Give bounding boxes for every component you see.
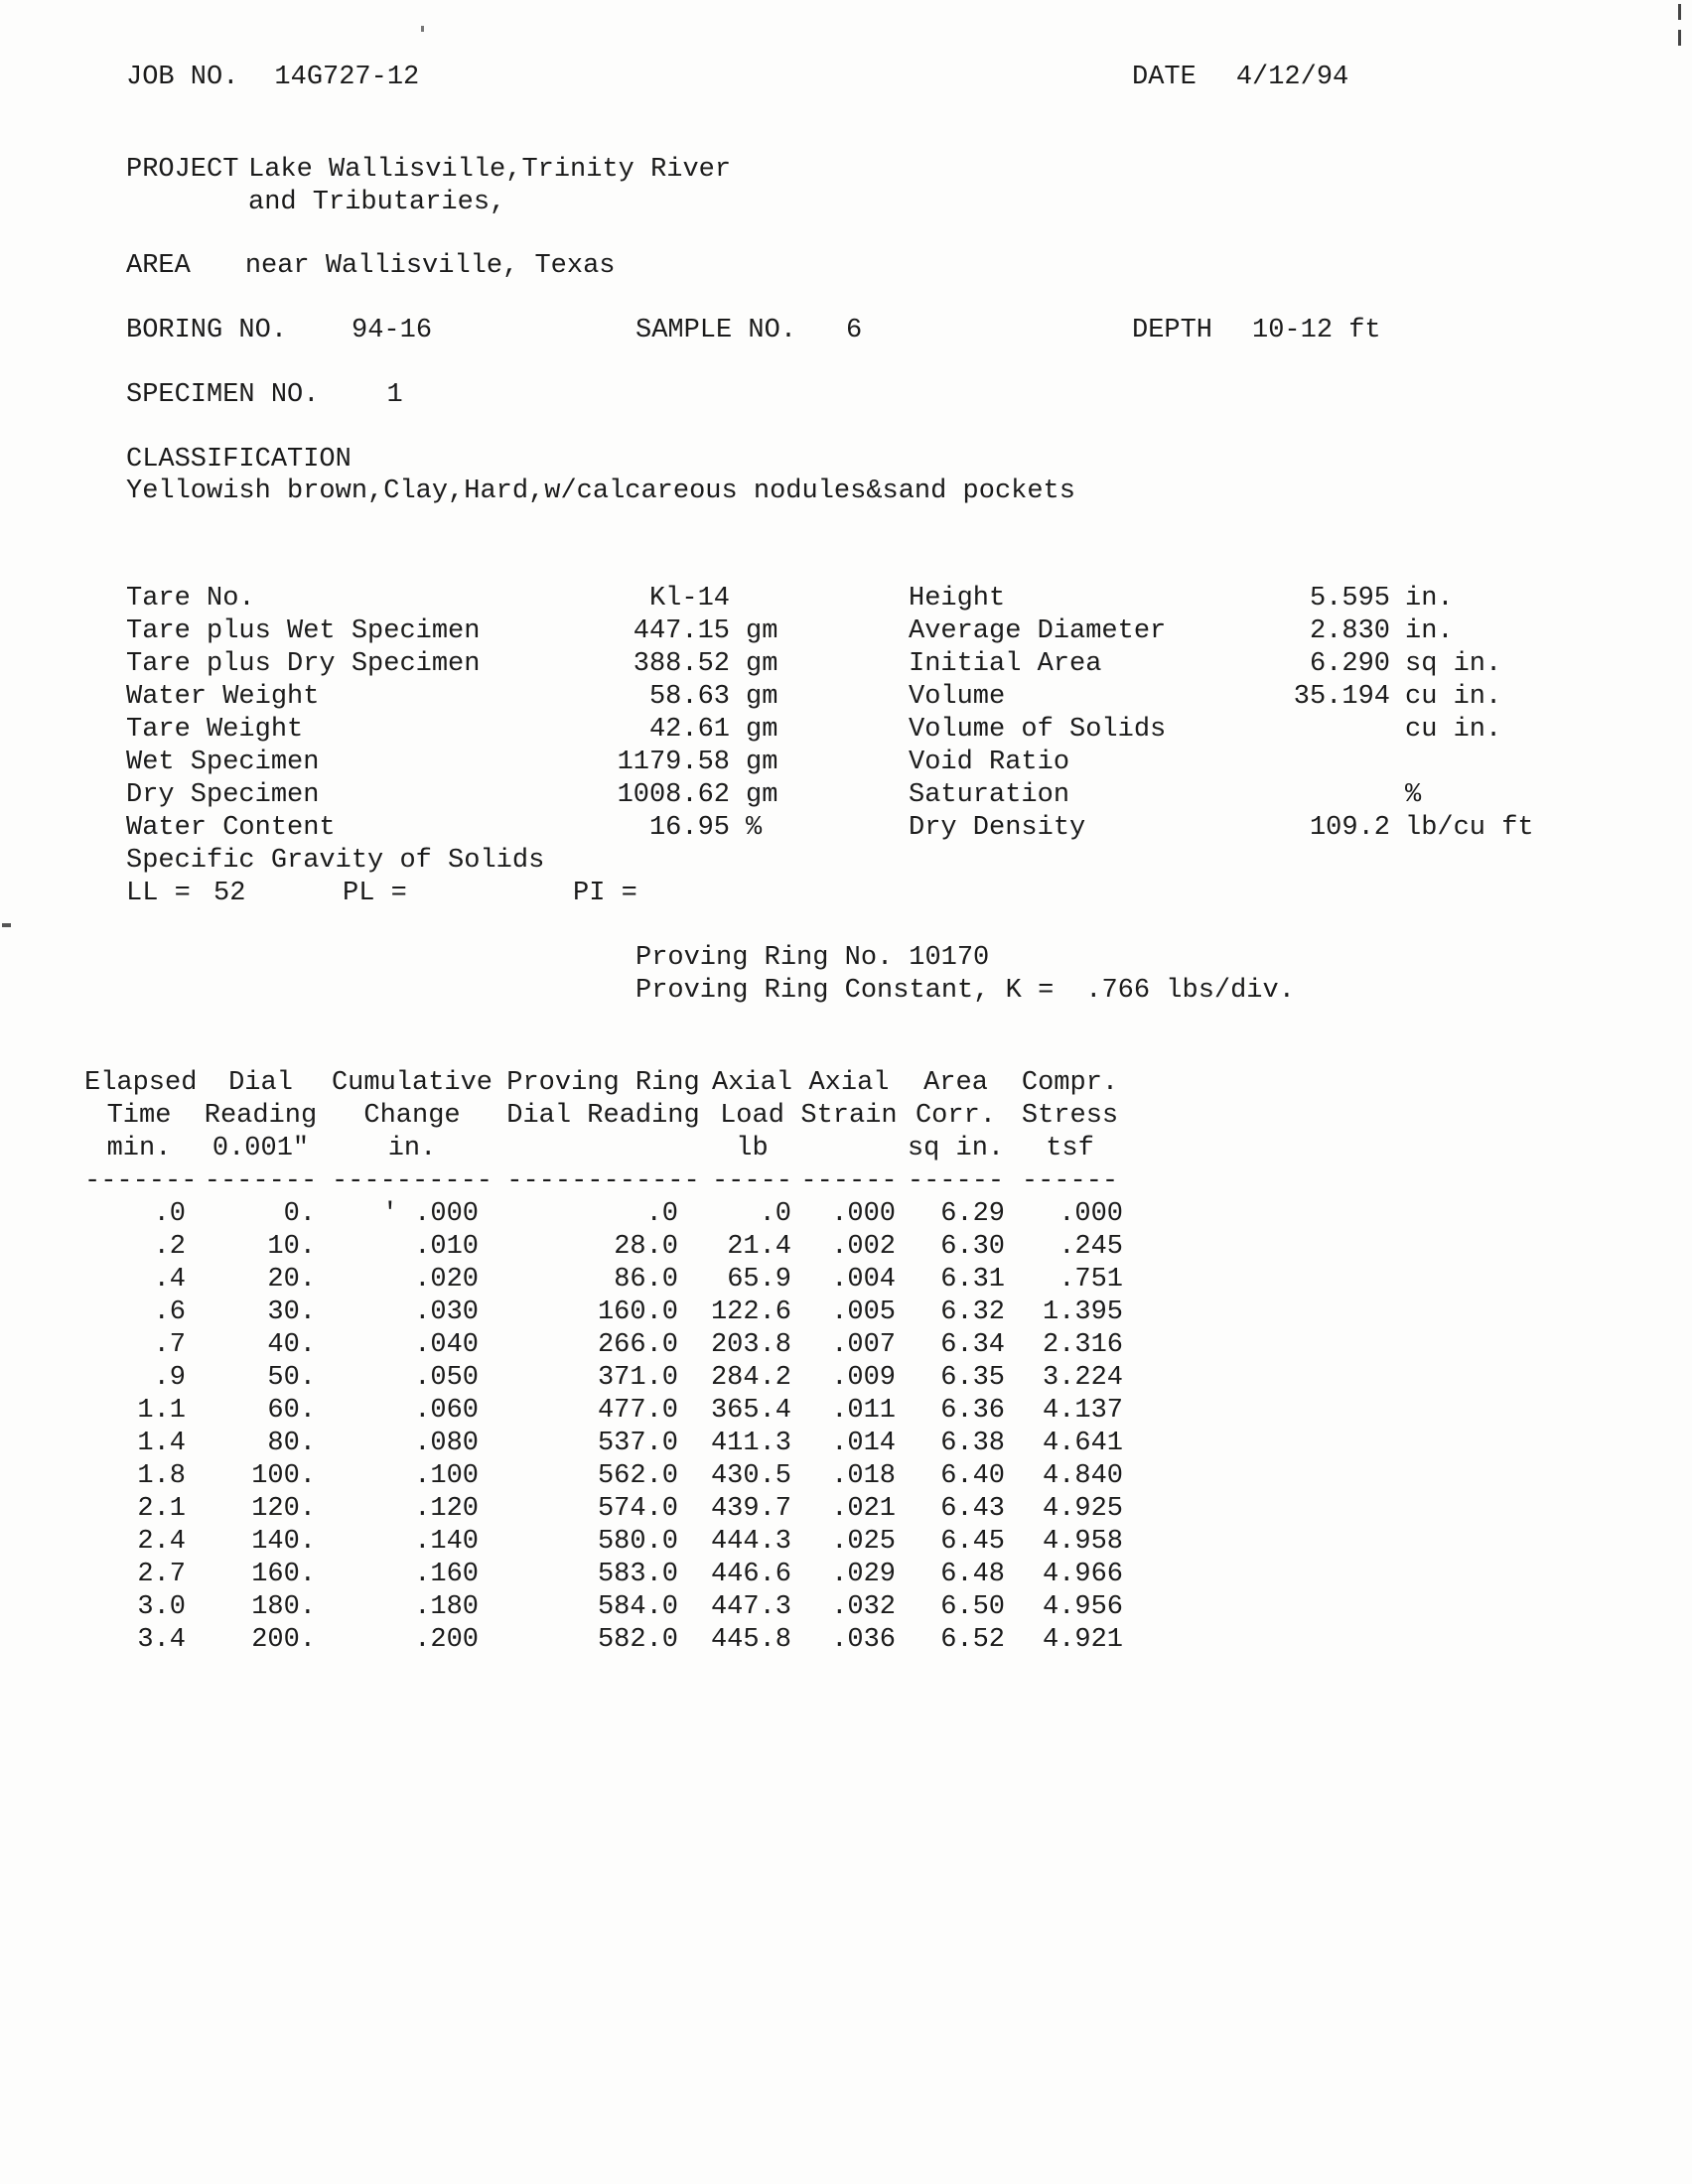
table-cell: .050	[414, 1363, 479, 1393]
measurement-row	[126, 747, 777, 779]
table-cell: .009	[831, 1363, 896, 1393]
measurement-row	[909, 583, 1534, 615]
project-line2: and Tributaries,	[248, 188, 506, 217]
measurement-label: Height	[909, 584, 1006, 614]
table-cell: 2.1	[137, 1494, 186, 1524]
table-cell: 6.36	[940, 1396, 1005, 1426]
table-row	[84, 1526, 1132, 1559]
sample-row	[635, 315, 862, 347]
table-cell: 4.958	[1042, 1527, 1123, 1557]
table-header-cell: lb	[736, 1134, 769, 1163]
measurement-value: 1179.58	[617, 748, 730, 777]
table-header-cell: sq in.	[907, 1134, 1005, 1163]
table-cell: 477.0	[597, 1396, 678, 1426]
depth-row	[1132, 315, 1381, 347]
measurement-label: Initial Area	[909, 649, 1102, 679]
test-data-table	[84, 1067, 1132, 1657]
ll-label: LL =	[126, 879, 191, 908]
measurement-value	[617, 845, 730, 878]
table-cell: 584.0	[597, 1592, 678, 1622]
table-cell: .200	[414, 1625, 479, 1655]
table-cell: 3.4	[137, 1625, 186, 1655]
table-cell: 3.224	[1042, 1363, 1123, 1393]
table-cell: 160.	[251, 1560, 316, 1589]
table-cell: .011	[831, 1396, 896, 1426]
table-cell: .100	[414, 1461, 479, 1491]
measurement-label: Average Diameter	[909, 616, 1167, 646]
table-header-dash: -----	[711, 1166, 792, 1196]
table-cell: .2	[153, 1232, 186, 1262]
table-cell: 583.0	[597, 1560, 678, 1589]
table-header-line2	[84, 1100, 1132, 1133]
table-cell: 1.8	[137, 1461, 186, 1491]
table-cell: 1.395	[1042, 1297, 1123, 1327]
table-cell: .140	[414, 1527, 479, 1557]
table-cell: 120.	[251, 1494, 316, 1524]
measurement-row	[126, 714, 777, 747]
measurement-row	[909, 812, 1534, 845]
measurement-value: 16.95	[648, 813, 730, 843]
measurement-row	[126, 845, 777, 878]
table-header-dash: -------	[84, 1166, 198, 1196]
ll-value: 52	[213, 879, 246, 908]
proving-ring-no-row	[635, 942, 989, 975]
table-cell: .018	[831, 1461, 896, 1491]
measurement-row	[126, 779, 777, 812]
proving-ring-no-label: Proving Ring No.	[635, 943, 894, 973]
table-header-cell: Dial	[228, 1068, 293, 1098]
table-cell: 6.43	[940, 1494, 1005, 1524]
table-cell: 200.	[251, 1625, 316, 1655]
table-cell: 444.3	[710, 1527, 791, 1557]
table-row	[84, 1460, 1132, 1493]
project-label-text: PROJECT	[126, 155, 239, 185]
measurement-label: Tare plus Wet Specimen	[126, 616, 481, 646]
area-value: near Wallisville, Texas	[244, 251, 616, 281]
table-cell: .036	[831, 1625, 896, 1655]
table-cell: 4.840	[1042, 1461, 1123, 1491]
table-cell: 140.	[251, 1527, 316, 1557]
table-header-cell: Proving Ring	[506, 1068, 700, 1098]
measurement-value: 447.15	[633, 616, 730, 646]
table-cell: .005	[831, 1297, 896, 1327]
table-cell: .160	[414, 1560, 479, 1589]
classification-value-text: Yellowish brown,Clay,Hard,w/calcareous nodules&sand pockets	[126, 477, 1075, 506]
table-cell: .000	[1058, 1199, 1123, 1229]
table-cell: 80.	[267, 1429, 316, 1458]
table-row	[84, 1198, 1132, 1231]
table-cell: .0	[153, 1199, 186, 1229]
table-cell: 21.4	[727, 1232, 791, 1262]
table-cell: 6.35	[940, 1363, 1005, 1393]
table-cell: 6.40	[940, 1461, 1005, 1491]
scan-artifact	[2, 923, 11, 927]
measurement-label: Tare plus Dry Specimen	[126, 649, 481, 679]
table-cell: 4.966	[1042, 1560, 1123, 1589]
depth-label: DEPTH	[1132, 316, 1213, 345]
table-header-dash: ------	[800, 1166, 898, 1196]
specimen-label: SPECIMEN NO.	[126, 380, 320, 410]
date-value: 4/12/94	[1235, 63, 1349, 92]
table-row	[84, 1329, 1132, 1362]
measurement-unit: %	[1405, 780, 1422, 810]
measurement-row	[909, 779, 1534, 812]
table-cell: .245	[1058, 1232, 1123, 1262]
classification-label-text: CLASSIFICATION	[126, 445, 352, 475]
measurement-row	[909, 681, 1534, 714]
table-cell: 4.137	[1042, 1396, 1123, 1426]
table-cell: 582.0	[597, 1625, 678, 1655]
table-header-cell: Elapsed	[84, 1068, 198, 1098]
specimen-value: 1	[386, 380, 403, 410]
table-cell: 562.0	[597, 1461, 678, 1491]
measurement-unit: sq in.	[1405, 649, 1502, 679]
classification-label	[126, 444, 352, 477]
table-cell: 6.45	[940, 1527, 1005, 1557]
table-cell: 2.7	[137, 1560, 186, 1589]
table-header-rule	[84, 1165, 1132, 1198]
table-header-dash: -------	[204, 1166, 318, 1196]
table-header-dash: ------	[1021, 1166, 1119, 1196]
boring-row	[126, 315, 432, 347]
measurement-unit: in.	[1405, 584, 1454, 614]
table-row	[84, 1231, 1132, 1264]
table-cell: .120	[414, 1494, 479, 1524]
table-cell: 266.0	[597, 1330, 678, 1360]
measurement-label: Tare No.	[126, 584, 255, 614]
proving-ring-no-value: 10170	[909, 943, 990, 973]
measurement-value	[1261, 779, 1390, 812]
table-cell: 160.0	[597, 1297, 678, 1327]
measurement-row	[126, 812, 777, 845]
table-cell: 6.48	[940, 1560, 1005, 1589]
table-cell: 4.921	[1042, 1625, 1123, 1655]
measurement-label: Wet Specimen	[126, 748, 320, 777]
table-cell: 65.9	[727, 1265, 791, 1295]
table-cell: 10.	[267, 1232, 316, 1262]
table-row	[84, 1395, 1132, 1428]
pi-label: PI =	[573, 879, 637, 908]
atterberg-row	[126, 878, 920, 910]
classification-value	[126, 476, 1075, 508]
table-cell: 371.0	[597, 1363, 678, 1393]
table-cell: ' .000	[381, 1199, 479, 1229]
table-row	[84, 1428, 1132, 1460]
area-label: AREA	[126, 251, 191, 281]
table-row	[84, 1297, 1132, 1329]
project-line1: Lake Wallisville,Trinity River	[248, 155, 732, 185]
table-header-line3	[84, 1133, 1132, 1165]
date-label: DATE	[1132, 63, 1197, 92]
table-header-cell	[496, 1133, 710, 1165]
table-cell: .025	[831, 1527, 896, 1557]
table-cell: 4.925	[1042, 1494, 1123, 1524]
table-cell: .004	[831, 1265, 896, 1295]
measurement-value: 6.290	[1309, 649, 1390, 679]
measurement-row	[126, 681, 777, 714]
measurement-row	[126, 583, 777, 615]
table-header-cell: Area	[923, 1068, 988, 1098]
table-cell: 203.8	[710, 1330, 791, 1360]
table-cell: 100.	[251, 1461, 316, 1491]
table-header-line1	[84, 1067, 1132, 1100]
table-cell: 4.956	[1042, 1592, 1123, 1622]
measurement-unit: %	[746, 813, 763, 843]
table-cell: 1.4	[137, 1429, 186, 1458]
table-cell: .010	[414, 1232, 479, 1262]
measurement-unit: gm	[746, 616, 778, 646]
measurement-row	[909, 714, 1534, 747]
table-header-cell: Reading	[204, 1101, 318, 1131]
measurement-unit: cu in.	[1405, 682, 1502, 712]
measurement-row	[909, 747, 1534, 779]
proving-ring-constant-label: Proving Ring Constant, K =	[635, 976, 1055, 1006]
table-header-cell: Change	[363, 1101, 461, 1131]
table-cell: 439.7	[710, 1494, 791, 1524]
table-cell: .014	[831, 1429, 896, 1458]
measurement-value	[1261, 747, 1390, 779]
table-cell: 50.	[267, 1363, 316, 1393]
table-cell: .0	[759, 1199, 791, 1229]
project-value	[248, 154, 731, 219]
table-cell: 580.0	[597, 1527, 678, 1557]
table-cell: 1.1	[137, 1396, 186, 1426]
measurement-label: Dry Density	[909, 813, 1086, 843]
table-cell: 284.2	[710, 1363, 791, 1393]
table-header-cell: tsf	[1046, 1134, 1094, 1163]
table-row	[84, 1559, 1132, 1591]
specimen-row	[126, 379, 403, 412]
table-cell: 6.31	[940, 1265, 1005, 1295]
measurement-unit: in.	[1405, 616, 1454, 646]
table-row	[84, 1591, 1132, 1624]
table-cell: .751	[1058, 1265, 1123, 1295]
measurement-unit: gm	[746, 649, 778, 679]
proving-ring-constant-row	[635, 975, 1295, 1008]
table-header-cell: Time	[106, 1101, 172, 1131]
table-row	[84, 1362, 1132, 1395]
table-cell: 6.29	[940, 1199, 1005, 1229]
specimen-measurements-right	[909, 583, 1534, 845]
measurement-value: Kl-14	[648, 584, 730, 614]
table-cell: 86.0	[614, 1265, 678, 1295]
table-cell: 446.6	[710, 1560, 791, 1589]
measurement-row	[909, 648, 1534, 681]
measurement-unit: cu in.	[1405, 715, 1502, 745]
measurement-value: 35.194	[1293, 682, 1390, 712]
table-cell: 6.52	[940, 1625, 1005, 1655]
measurement-value: 58.63	[648, 682, 730, 712]
measurement-unit: gm	[746, 780, 778, 810]
measurement-value: 388.52	[633, 649, 730, 679]
area-row	[126, 250, 615, 283]
measurement-label: Tare Weight	[126, 715, 304, 745]
measurement-label: Void Ratio	[909, 748, 1070, 777]
specimen-measurements-left	[126, 583, 777, 878]
table-cell: 3.0	[137, 1592, 186, 1622]
table-cell: .0	[645, 1199, 678, 1229]
measurement-label: Specific Gravity of Solids	[126, 846, 545, 876]
table-cell: 2.4	[137, 1527, 186, 1557]
table-cell: .032	[831, 1592, 896, 1622]
table-header-cell: Dial Reading	[506, 1101, 700, 1131]
table-cell: .002	[831, 1232, 896, 1262]
table-cell: 6.50	[940, 1592, 1005, 1622]
table-cell: 28.0	[614, 1232, 678, 1262]
table-cell: 6.32	[940, 1297, 1005, 1327]
measurement-value: 42.61	[648, 715, 730, 745]
table-cell: .029	[831, 1560, 896, 1589]
table-cell: .020	[414, 1265, 479, 1295]
table-cell: 4.641	[1042, 1429, 1123, 1458]
scan-artifact	[1678, 30, 1681, 46]
table-cell: .6	[153, 1297, 186, 1327]
table-cell: 0.	[283, 1199, 316, 1229]
measurement-label: Volume of Solids	[909, 715, 1167, 745]
table-header-cell: in.	[387, 1134, 437, 1163]
table-cell: .060	[414, 1396, 479, 1426]
table-cell: .9	[153, 1363, 186, 1393]
depth-value: 10-12 ft	[1252, 316, 1381, 345]
boring-label: BORING NO.	[126, 316, 288, 345]
table-header-cell: Corr.	[915, 1101, 996, 1131]
table-cell: 411.3	[710, 1429, 791, 1458]
table-cell: 30.	[267, 1297, 316, 1327]
measurement-value: 2.830	[1309, 616, 1390, 646]
table-cell: 20.	[267, 1265, 316, 1295]
table-cell: 40.	[267, 1330, 316, 1360]
project-label	[126, 154, 238, 187]
table-cell: .080	[414, 1429, 479, 1458]
proving-ring-constant-value: .766 lbs/div.	[1085, 976, 1295, 1006]
table-cell: 6.34	[940, 1330, 1005, 1360]
table-header-dash: ------------	[506, 1166, 700, 1196]
measurement-label: Saturation	[909, 780, 1070, 810]
job-row	[126, 62, 419, 94]
table-cell: .000	[831, 1199, 896, 1229]
table-cell: 2.316	[1042, 1330, 1123, 1360]
scan-artifact	[421, 26, 424, 32]
table-header-cell: Cumulative	[331, 1068, 494, 1098]
table-cell: 6.38	[940, 1429, 1005, 1458]
boring-value: 94-16	[352, 316, 433, 345]
pl-label: PL =	[343, 879, 407, 908]
table-cell: 365.4	[710, 1396, 791, 1426]
table-row	[84, 1493, 1132, 1526]
measurement-row	[909, 615, 1534, 648]
table-cell: 447.3	[710, 1592, 791, 1622]
table-header-cell: 0.001"	[212, 1134, 310, 1163]
date-row	[1132, 62, 1348, 94]
measurement-unit: gm	[746, 748, 778, 777]
table-header-cell: Load	[720, 1101, 784, 1131]
table-cell: .007	[831, 1330, 896, 1360]
table-header-cell: Strain	[800, 1101, 898, 1131]
job-value: 14G727-12	[274, 63, 420, 92]
measurement-value: 5.595	[1309, 584, 1390, 614]
measurement-value: 109.2	[1309, 813, 1390, 843]
table-cell: 537.0	[597, 1429, 678, 1458]
table-cell: .180	[414, 1592, 479, 1622]
measurement-row	[126, 648, 777, 681]
table-cell: .021	[831, 1494, 896, 1524]
table-header-cell: min.	[106, 1134, 172, 1163]
table-row	[84, 1264, 1132, 1297]
measurement-unit: lb/cu ft	[1405, 813, 1534, 843]
table-header-dash: ----------	[331, 1166, 494, 1196]
measurement-value	[1261, 714, 1390, 747]
measurement-value: 1008.62	[617, 780, 730, 810]
table-cell: 122.6	[710, 1297, 791, 1327]
measurement-unit: gm	[746, 715, 778, 745]
table-cell: 574.0	[597, 1494, 678, 1524]
sample-value: 6	[846, 316, 863, 345]
measurement-label: Water Weight	[126, 682, 320, 712]
table-header-cell: Axial	[711, 1068, 792, 1098]
measurement-label: Volume	[909, 682, 1006, 712]
measurement-unit: gm	[746, 682, 778, 712]
measurement-row	[126, 615, 777, 648]
job-label: JOB NO.	[126, 63, 239, 92]
table-header-cell	[794, 1133, 904, 1165]
table-cell: .7	[153, 1330, 186, 1360]
sample-label: SAMPLE NO.	[635, 316, 797, 345]
measurement-label: Dry Specimen	[126, 780, 320, 810]
table-cell: 180.	[251, 1592, 316, 1622]
scan-artifact	[1678, 4, 1681, 20]
table-header-cell: Stress	[1021, 1101, 1119, 1131]
table-cell: 6.30	[940, 1232, 1005, 1262]
table-header-cell: Axial	[808, 1068, 890, 1098]
table-cell: 445.8	[710, 1625, 791, 1655]
table-row	[84, 1624, 1132, 1657]
table-header-cell: Compr.	[1021, 1068, 1119, 1098]
table-cell: .040	[414, 1330, 479, 1360]
table-cell: 430.5	[710, 1461, 791, 1491]
table-cell: 60.	[267, 1396, 316, 1426]
table-cell: .4	[153, 1265, 186, 1295]
table-header-dash: ------	[907, 1166, 1005, 1196]
measurement-label: Water Content	[126, 813, 336, 843]
table-cell: .030	[414, 1297, 479, 1327]
